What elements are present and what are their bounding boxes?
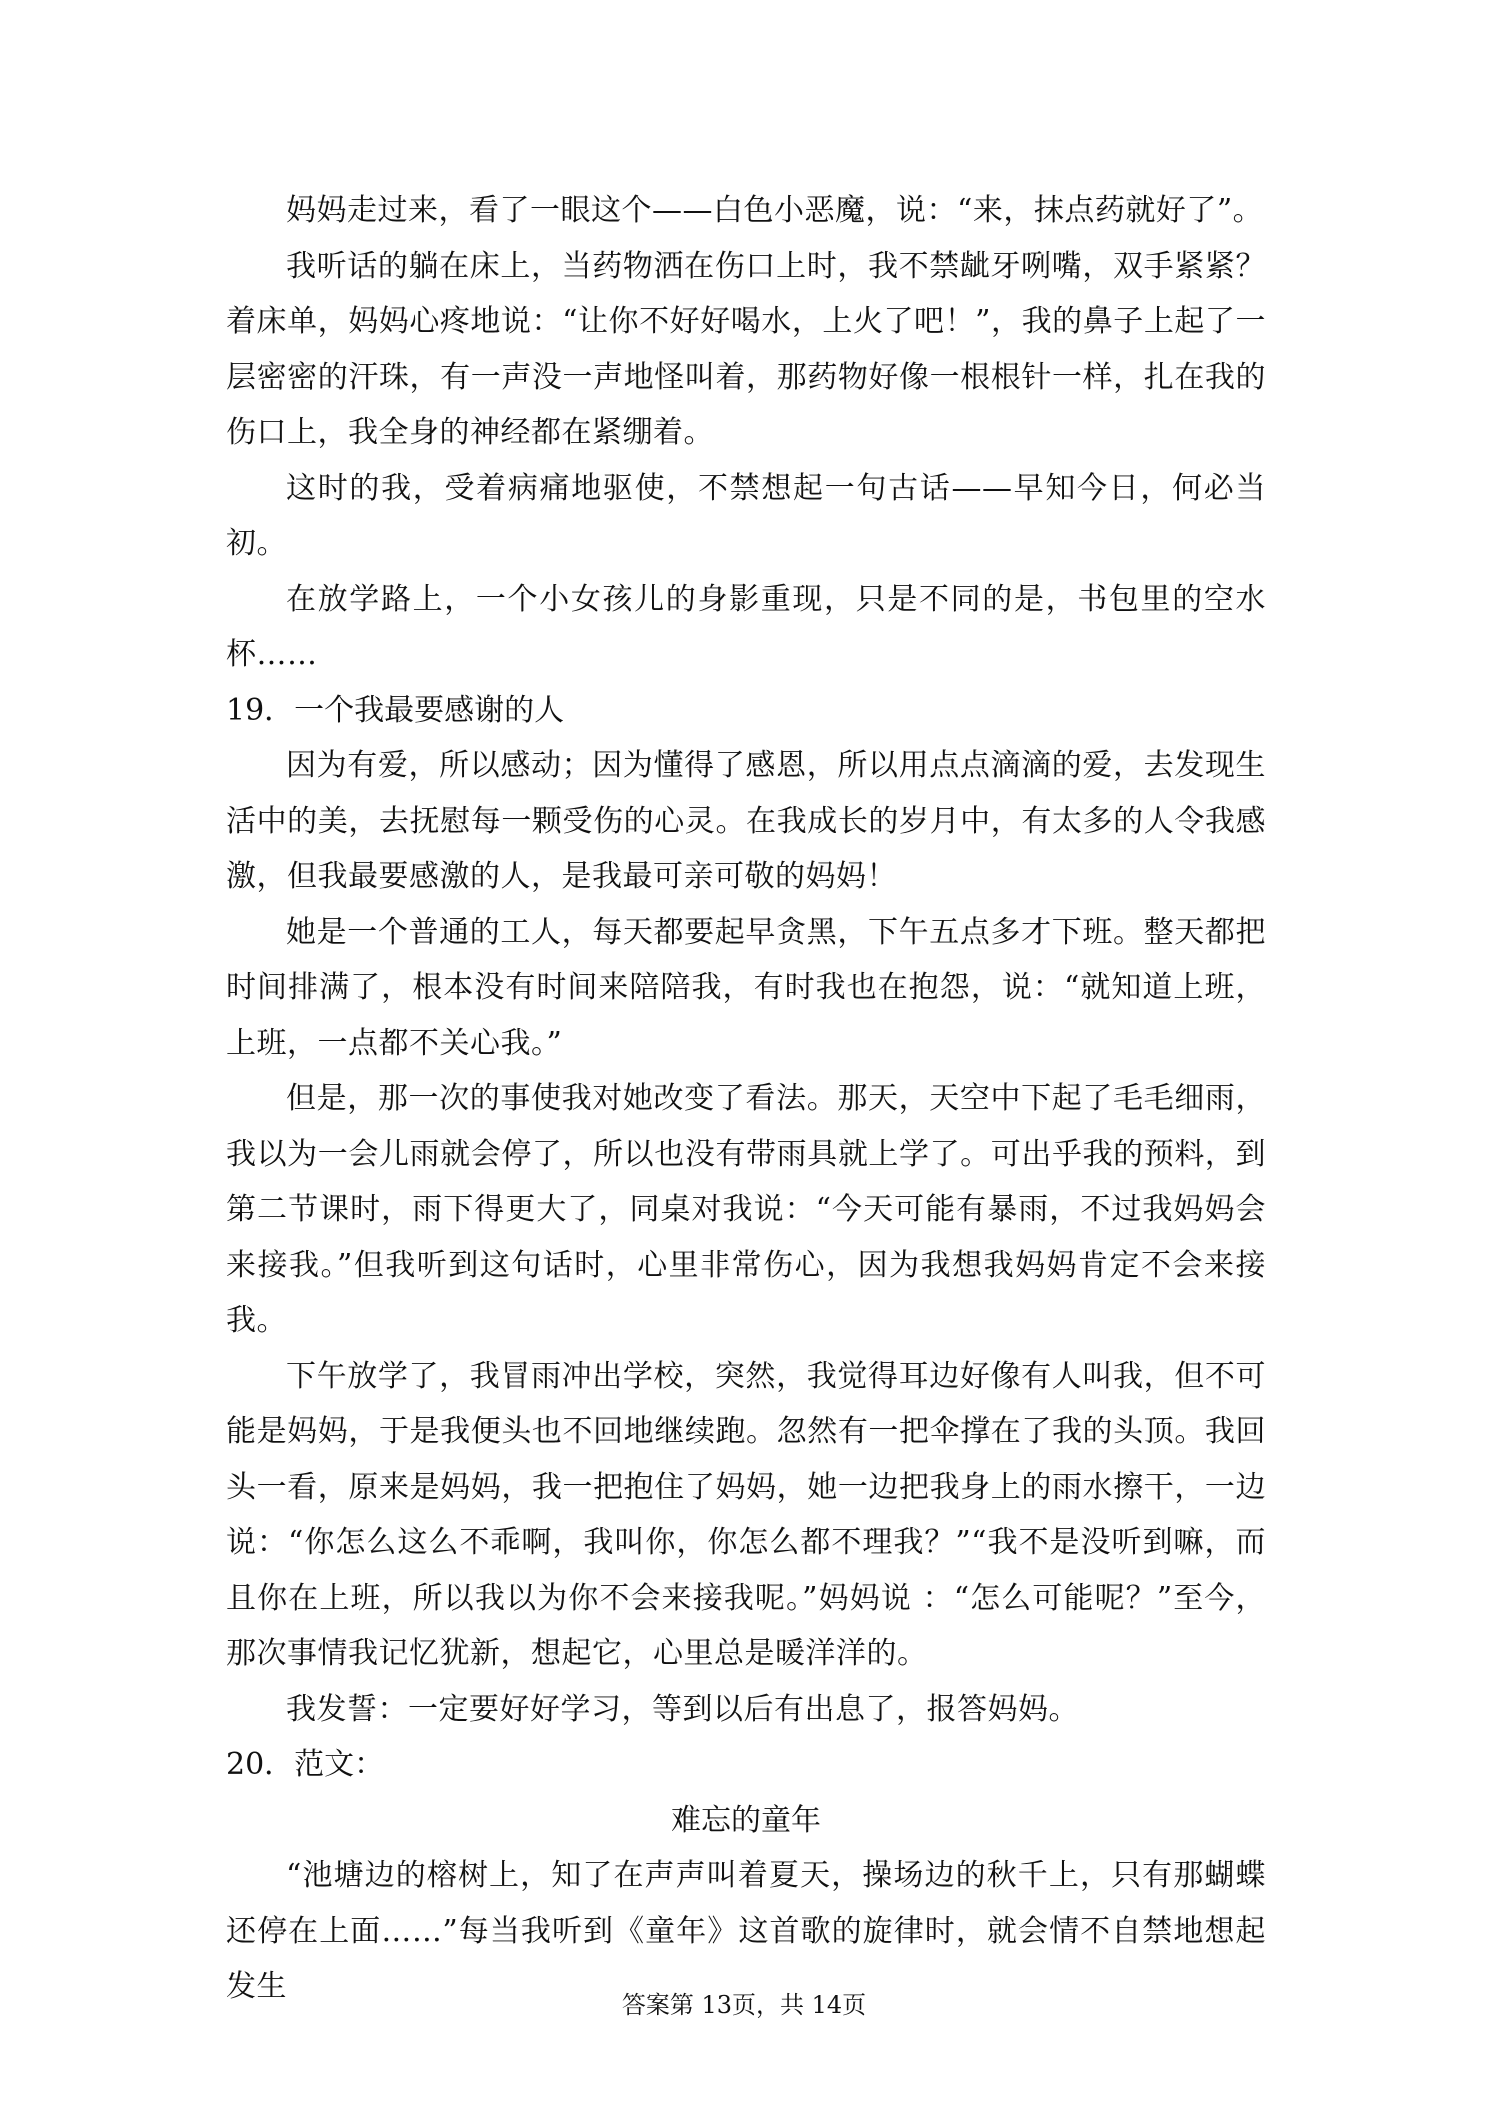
essay-title: 难忘的童年 bbox=[671, 1802, 821, 1838]
page-content bbox=[226, 183, 1266, 2015]
paragraph-regret: 这时的我，受着病痛地驱使，不禁想起一句古话——早知今日，何必当初。 bbox=[226, 470, 1266, 561]
paragraph-gratitude: 因为有爱，所以感动；因为懂得了感恩，所以用点点滴滴的爱，去发现生活中的美，去抚慰每一颗受伤的心灵。在我成长的岁月中，有太多的人令我感激，但我最要感激的人，是我最可亲可敬的妈妈！ bbox=[226, 748, 1266, 894]
page-footer: 答案第 13页，共 14页 bbox=[621, 1991, 867, 2019]
paragraph-mom-comes: 妈妈走过来，看了一眼这个——白色小恶魔，说：“来，抹点药就好了”。 bbox=[286, 193, 1264, 228]
question-20-heading: 20．范文： bbox=[226, 1747, 385, 1782]
paragraph-childhood-song: “池塘边的榕树上，知了在声声叫着夏天，操场边的秋千上，只有那蝴蝶还停在上面……”每当我听到《童年》这首歌的旋律时，就会情不自禁地想起发生 bbox=[226, 1858, 1266, 2004]
paragraph-umbrella: 下午放学了，我冒雨冲出学校，突然，我觉得耳边好像有人叫我，但不可能是妈妈，于是我便头也不回地继续跑。忽然有一把伞撑在了我的头顶。我回头一看，原来是妈妈，我一把抱住了妈妈，她一边把我身上的雨水擦干，一边说：“你怎么这么不乖啊，我叫你，你怎么都不理我？”“我不是没听到嘛，而且你在上班，所以我以为你不会来接我呢。”妈妈说 ：“怎么可能呢？”至今，那次事情我记忆犹新，想起它，心里总是暖洋洋的。 bbox=[226, 1358, 1266, 1671]
paragraph-medicine: 我听话的躺在床上，当药物洒在伤口上时，我不禁龇牙咧嘴，双手紧紧？着床单，妈妈心疼地说：“让你不好好喝水，上火了吧！”，我的鼻子上起了一层密密的汗珠，有一声没一声地怪叫着，那药物好像一根根针一样，扎在我的伤口上，我全身的神经都在紧绷着。 bbox=[226, 248, 1266, 450]
paragraph-rainy-day: 但是，那一次的事使我对她改变了看法。那天，天空中下起了毛毛细雨，我以为一会儿雨就会停了，所以也没有带雨具就上学了。可出乎我的预料，到第二节课时，雨下得更大了，同桌对我说：“今天可能有暴雨，不过我妈妈会来接我。”但我听到这句话时，心里非常伤心，因为我想我妈妈肯定不会来接我。 bbox=[226, 1081, 1266, 1338]
paragraph-vow: 我发誓：一定要好好学习，等到以后有出息了，报答妈妈。 bbox=[286, 1691, 1079, 1727]
paragraph-ordinary-worker: 她是一个普通的工人，每天都要起早贪黑，下午五点多才下班。整天都把时间排满了，根本没有时间来陪陪我，有时我也在抱怨，说：“就知道上班，上班，一点都不关心我。” bbox=[226, 914, 1266, 1061]
paragraph-way-home: 在放学路上，一个小女孩儿的身影重现，只是不同的是，书包里的空水杯…… bbox=[226, 581, 1266, 672]
question-19-heading: 19．一个我最要感谢的人 bbox=[226, 692, 565, 728]
